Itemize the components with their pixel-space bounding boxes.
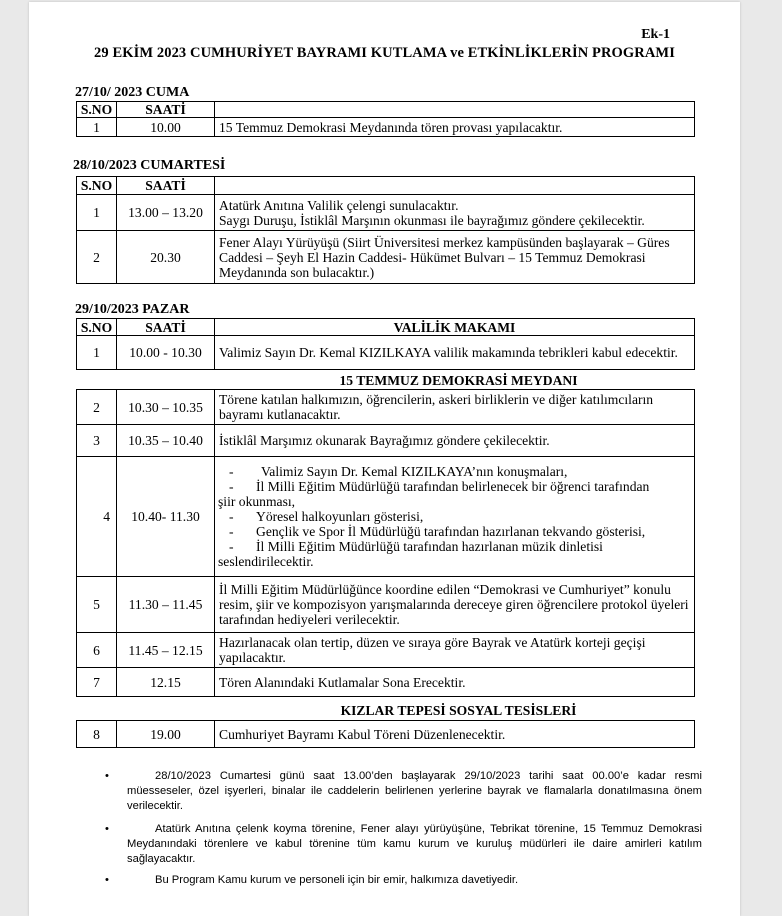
day3-table-kizlar-tepesi	[76, 720, 695, 748]
day2-table	[76, 176, 695, 284]
sno-header: S.NO	[77, 319, 117, 336]
row-description-line: Saygı Duruşu, İstiklâl Marşının okunması ile bayrağımız göndere çekilecektir.	[219, 212, 645, 228]
desc-header	[215, 177, 695, 195]
list-item-continuation: şiir okunması,	[218, 494, 296, 509]
row-number: 4	[77, 457, 117, 577]
table-row	[77, 577, 695, 633]
list-item: - Valimiz Sayın Dr. Kemal KIZILKAYA’nın konuşmaları,	[229, 464, 568, 479]
bullet-icon: •	[105, 874, 109, 886]
table-row	[77, 118, 695, 137]
row-description: 15 Temmuz Demokrasi Meydanında tören provası yapılacaktır.	[215, 118, 695, 137]
row-time: 20.30	[117, 231, 215, 284]
bullet-icon: •	[105, 770, 109, 782]
table-row	[77, 668, 695, 697]
table-row	[77, 231, 695, 284]
row-description: Cumhuriyet Bayramı Kabul Töreni Düzenlenecektir.	[215, 721, 695, 748]
section-meydan-header: 15 TEMMUZ DEMOKRASİ MEYDANI	[339, 373, 578, 388]
table-row	[77, 390, 695, 425]
document-title: 29 EKİM 2023 CUMHURİYET BAYRAMI KUTLAMA ve ETKİNLİKLERİN PROGRAMI	[94, 45, 675, 61]
row-description: İl Milli Eğitim Müdürlüğünce koordine edilen “Demokrasi ve Cumhuriyet” konulu resim, şiir ve kompozisyon yarışmalarında dereceye giren öğrencilere protokol üyeleri tarafından hediyeleri verilecektir.	[215, 577, 695, 633]
list-item: - İl Milli Eğitim Müdürlüğü tarafından belirlenecek bir öğrenci tarafından	[229, 479, 650, 494]
row-description: Törene katılan halkımızın, öğrencilerin, askeri birliklerin ve diğer katılımcıların bayramı kutlanacaktır.	[215, 390, 695, 425]
document-page	[29, 2, 740, 916]
sno-header: S.NO	[77, 102, 117, 118]
row-time: 11.45 – 12.15	[117, 633, 215, 668]
note-item: • 28/10/2023 Cumartesi günü saat 13.00’den başlayarak 29/10/2023 tarihi saat 00.00’e kadar resmi müesseseler, özel işyerleri, binalar ile caddelerin belirlenen yerlerine bayrak ve flamalarla donatılmasına önem verilecektir.	[105, 770, 702, 812]
table-row	[77, 633, 695, 668]
annex-label: Ek-1	[641, 27, 670, 42]
list-item-continuation: seslendirilecektir.	[218, 554, 314, 569]
row-time: 11.30 – 11.45	[117, 577, 215, 633]
day1-heading: 27/10/ 2023 CUMA	[75, 85, 190, 100]
table-row	[77, 425, 695, 457]
notes-section	[105, 769, 702, 888]
day1-table	[76, 101, 695, 137]
time-header: SAATİ	[117, 102, 215, 118]
table-row	[77, 336, 695, 370]
row-description	[215, 195, 695, 231]
row-description: Tören Alanındaki Kutlamalar Sona Erecektir.	[215, 668, 695, 697]
sno-header: S.NO	[77, 177, 117, 195]
row-time: 10.00 - 10.30	[117, 336, 215, 370]
list-item: - Gençlik ve Spor İl Müdürlüğü tarafından hazırlanan tekvando gösterisi,	[229, 524, 646, 539]
day3-table-meydan	[76, 389, 695, 697]
row-time: 10.40- 11.30	[117, 457, 215, 577]
section-kizlar-tepesi-header: KIZLAR TEPESİ SOSYAL TESİSLERİ	[340, 703, 577, 718]
list-item: - Yöresel halkoyunları gösterisi,	[229, 509, 424, 524]
section-valilik-header: VALİLİK MAKAMI	[215, 319, 695, 336]
table-row	[77, 721, 695, 748]
time-header: SAATİ	[117, 319, 215, 336]
row-number: 3	[77, 425, 117, 457]
table-row	[77, 457, 695, 577]
table-row	[77, 195, 695, 231]
day3-table-valilik	[76, 318, 695, 370]
row-time: 10.30 – 10.35	[117, 390, 215, 425]
row-time: 10.35 – 10.40	[117, 425, 215, 457]
row-number: 1	[77, 118, 117, 137]
day2-heading: 28/10/2023 CUMARTESİ	[73, 158, 226, 173]
row-description-line: Atatürk Anıtına Valilik çelengi sunulacaktır.	[219, 197, 459, 213]
note-item: • Bu Program Kamu kurum ve personeli için bir emir, halkımıza davetiyedir.	[105, 874, 519, 886]
row-description: Valimiz Sayın Dr. Kemal KIZILKAYA valilik makamında tebrikleri kabul edecektir.	[215, 336, 695, 370]
activity-list	[218, 464, 690, 569]
note-item: • Atatürk Anıtına çelenk koyma törenine, Fener alayı yürüyüşüne, Tebrikat törenine, 15 Temmuz Demokrasi Meydanındaki törenlere ve kabul törenine tüm kamu kurum ve kuruluş müdürleri ile daire amirleri katılım sağlayacaktır.	[105, 823, 702, 865]
desc-header	[215, 102, 695, 118]
row-time: 19.00	[117, 721, 215, 748]
list-item: - İl Milli Eğitim Müdürlüğü tarafından hazırlanan müzik dinletisi	[229, 539, 603, 554]
row-number: 6	[77, 633, 117, 668]
row-number: 7	[77, 668, 117, 697]
row-number: 2	[77, 390, 117, 425]
row-number: 5	[77, 577, 117, 633]
row-number: 8	[77, 721, 117, 748]
row-activity-list	[215, 457, 695, 577]
row-time: 10.00	[117, 118, 215, 137]
row-description: İstiklâl Marşımız okunarak Bayrağımız göndere çekilecektir.	[215, 425, 695, 457]
row-description: Hazırlanacak olan tertip, düzen ve sıraya göre Bayrak ve Atatürk korteji geçişi yapılacaktır.	[215, 633, 695, 668]
bullet-icon: •	[105, 823, 109, 835]
row-number: 1	[77, 195, 117, 231]
row-number: 1	[77, 336, 117, 370]
day3-heading: 29/10/2023 PAZAR	[75, 302, 190, 317]
time-header: SAATİ	[117, 177, 215, 195]
row-number: 2	[77, 231, 117, 284]
row-description: Fener Alayı Yürüyüşü (Siirt Üniversitesi merkez kampüsünden başlayarak – Güres Caddesi – Şeyh El Hazin Caddesi- Hükümet Bulvarı – 15 Temmuz Demokrasi Meydanında son bulacaktır.)	[215, 231, 695, 284]
row-time: 13.00 – 13.20	[117, 195, 215, 231]
row-time: 12.15	[117, 668, 215, 697]
